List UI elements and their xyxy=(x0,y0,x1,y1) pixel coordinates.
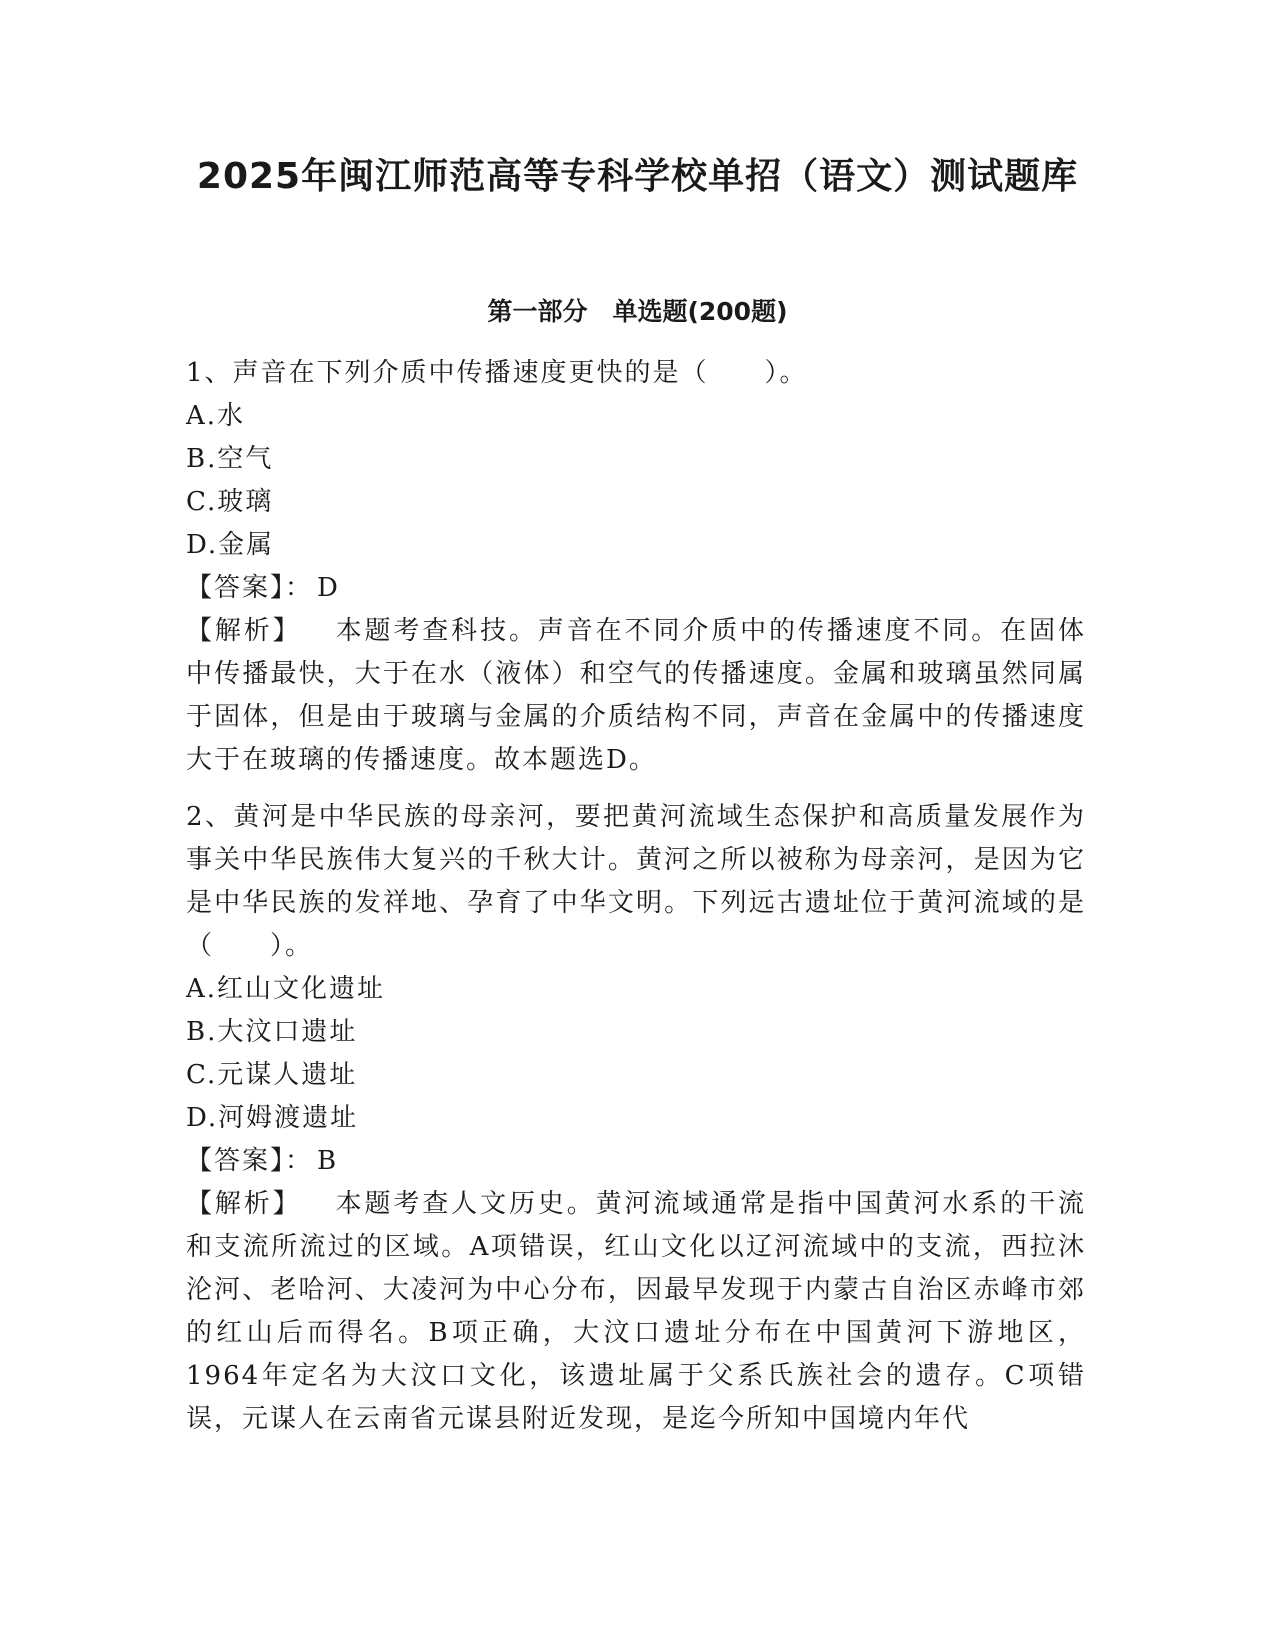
answer-label: 【答案】： xyxy=(186,1146,314,1176)
explanation-label: 【解析】 xyxy=(186,616,302,646)
answer-value: D xyxy=(317,573,340,603)
section-title: 第一部分 单选题(200题) xyxy=(487,297,788,326)
option-a: A.红山文化遗址 xyxy=(186,974,386,1004)
question-2 xyxy=(186,796,1086,1441)
explanation-label: 【解析】 xyxy=(186,1189,302,1219)
option-a: A.水 xyxy=(186,401,246,431)
answer-value: B xyxy=(317,1146,339,1176)
option-c: C.玻璃 xyxy=(186,487,274,517)
answer-label: 【答案】： xyxy=(186,573,314,603)
answer-line xyxy=(186,567,1086,610)
explanation-text: 本题考查人文历史。黄河流域通常是指中国黄河水系的干流和支流所流过的区域。A项错误，红山文化以辽河流域中的支流，西拉沐沦河、老哈河、大凌河为中心分布，因最早发现于内蒙古自治区赤峰市郊的红山后而得名。B项正确，大汶口遗址分布在中国黄河下游地区，1964年定名为大汶口文化，该遗址属于父系氏族社会的遗存。C项错误，元谋人在云南省元谋县附近发现，是迄今所知中国境内年代 xyxy=(186,1189,1086,1434)
explanation xyxy=(186,1183,1086,1441)
option-d: D.金属 xyxy=(186,530,275,560)
option-d: D.河姆渡遗址 xyxy=(186,1103,359,1133)
explanation xyxy=(186,610,1086,782)
option-b: B.大汶口遗址 xyxy=(186,1017,358,1047)
answer-line xyxy=(186,1140,1086,1183)
question-stem: 2、黄河是中华民族的母亲河，要把黄河流域生态保护和高质量发展作为事关中华民族伟大复兴的千秋大计。黄河之所以被称为母亲河，是因为它是中华民族的发祥地、孕育了中华文明。下列远古遗址位于黄河流域的是（ ）。 xyxy=(186,802,1086,961)
explanation-text: 本题考查科技。声音在不同介质中的传播速度不同。在固体中传播最快，大于在水（液体）和空气的传播速度。金属和玻璃虽然同属于固体，但是由于玻璃与金属的介质结构不同，声音在金属中的传播速度大于在玻璃的传播速度。故本题选D。 xyxy=(186,616,1086,775)
option-b: B.空气 xyxy=(186,444,274,474)
document-title: 2025年闽江师范高等专科学校单招（语文）测试题库 xyxy=(196,156,1079,197)
question-1 xyxy=(186,352,1086,782)
question-list xyxy=(186,352,1086,1455)
question-stem: 1、声音在下列介质中传播速度更快的是（ ）。 xyxy=(186,358,808,388)
option-c: C.元谋人遗址 xyxy=(186,1060,358,1090)
